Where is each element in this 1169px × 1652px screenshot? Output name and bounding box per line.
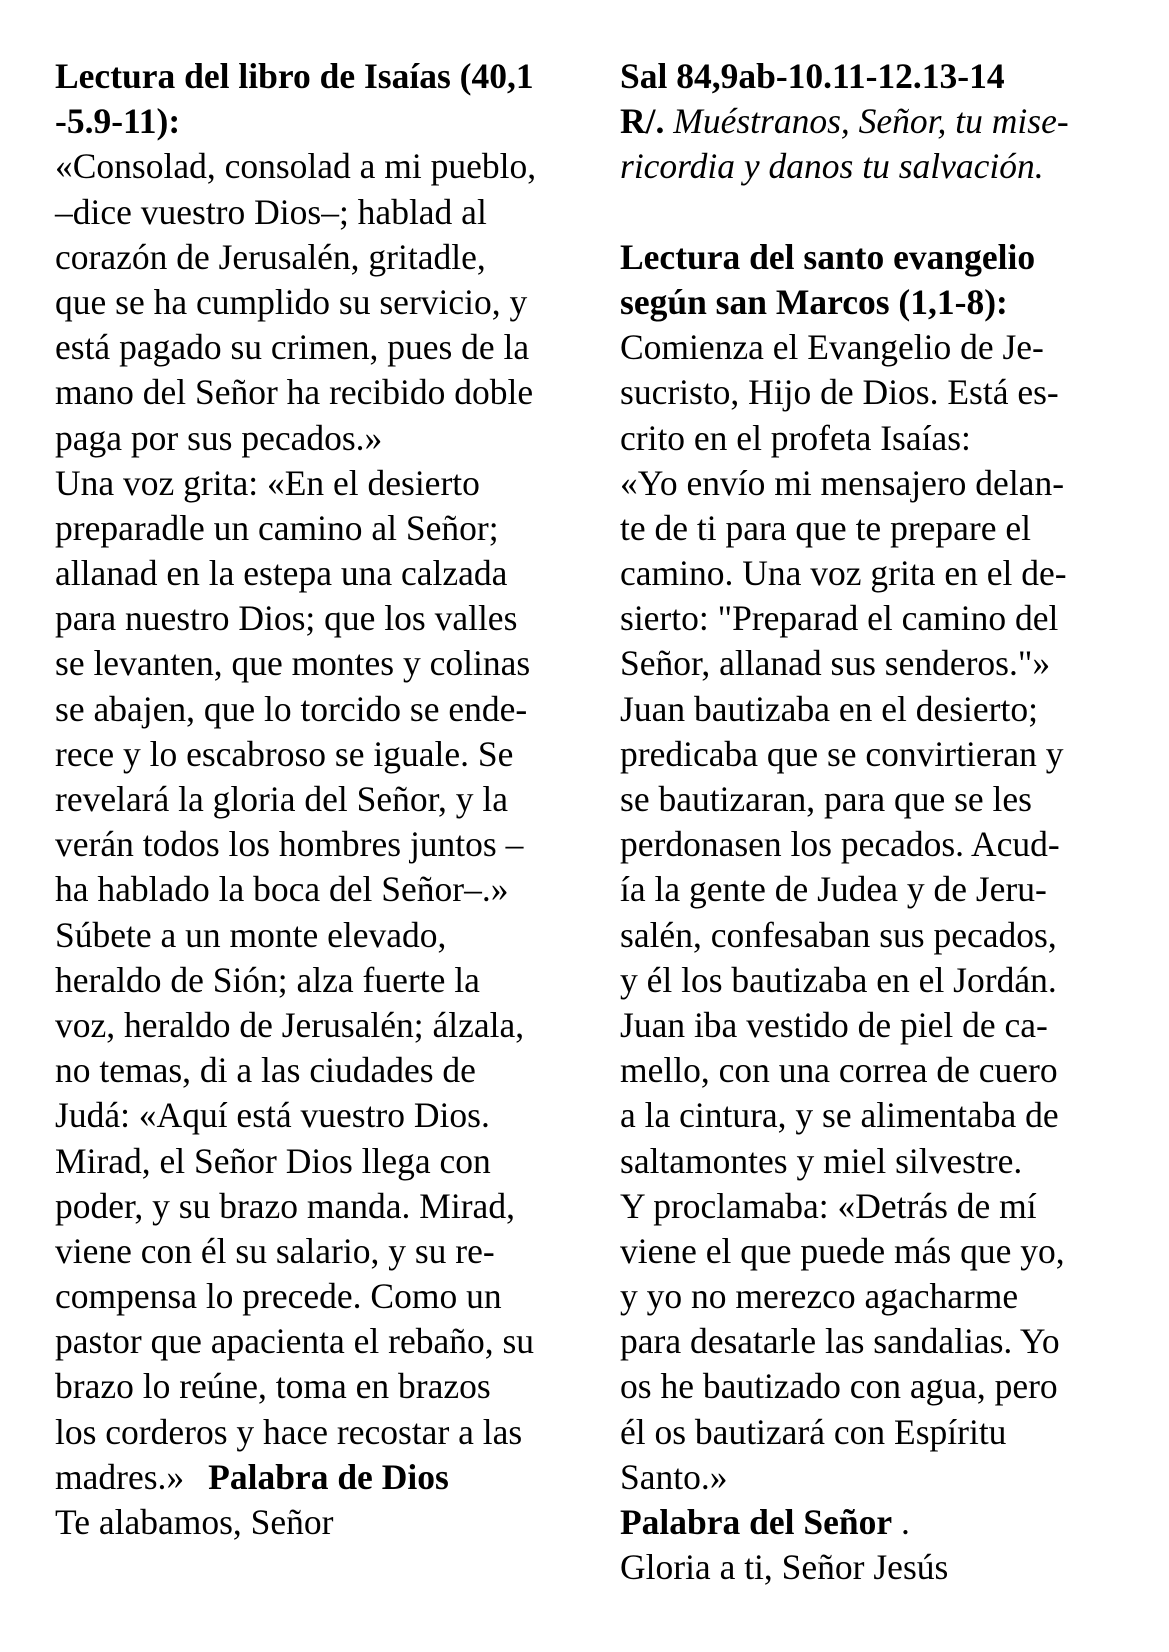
text-line: voz, heraldo de Jerusalén; álzala, (55, 1004, 525, 1045)
text-line: allanad en la estepa una calzada (55, 553, 508, 594)
isaiah-response: Te alabamos, Señor (55, 1502, 334, 1542)
closing-suffix: . (892, 1502, 910, 1542)
text-line: heraldo de Sión; alza fuerte la (55, 959, 480, 1000)
text-line: compensa lo precede. Como un (55, 1276, 502, 1317)
text-line: y yo no merezco agacharme (620, 1276, 1019, 1317)
text-line: Una voz grita: «En el desierto (55, 462, 480, 503)
text-line: a la cintura, y se alimentaba de (620, 1095, 1059, 1136)
text-line: mello, con una correa de cuero (620, 1050, 1058, 1091)
text-line: sierto: "Preparad el camino del (620, 598, 1059, 639)
isaiah-closing-line (55, 1455, 600, 1500)
text-line: revelará la gloria del Señor, y la (55, 779, 508, 819)
text-line: Súbete a un monte elevado, (55, 914, 447, 955)
palabra-de-dios: Palabra de Dios (208, 1456, 449, 1497)
text-line: sucristo, Hijo de Dios. Está es- (620, 372, 1059, 413)
text-line: se levanten, que montes y colinas (55, 643, 531, 684)
text-line: y él los bautizaba en el Jordán. (620, 959, 1057, 1000)
text-line: os he bautizado con agua, pero (620, 1366, 1058, 1407)
psalm-refrain-cont: ricordia y danos tu salvación. (620, 146, 1044, 187)
text-line: viene con él su salario, y su re- (55, 1230, 495, 1271)
heading-line: según san Marcos (1,1-8): (620, 281, 1008, 322)
refrain-marker: R/. (620, 101, 665, 142)
text-line: ha hablado la boca del Señor–.» (55, 869, 509, 910)
heading-line: Lectura del santo evangelio (620, 236, 1036, 277)
gospel-closing-line (620, 1500, 1130, 1545)
left-column (55, 54, 600, 1545)
text-line: salén, confesaban sus pecados, (620, 914, 1057, 955)
text-line: corazón de Jerusalén, gritadle, (55, 236, 486, 277)
text-line: él os bautizará con Espíritu (620, 1411, 1007, 1452)
text-line: «Consolad, consolad a mi pueblo, (55, 146, 537, 187)
psalm-reference: Sal 84,9ab-10.11-12.13-14 (620, 56, 1005, 96)
text-line: paga por sus pecados.» (55, 417, 383, 458)
text-line: no temas, di a las ciudades de (55, 1050, 476, 1091)
text-line: Juan bautizaba en el desierto; (620, 688, 1038, 729)
text-line: poder, y su brazo manda. Mirad, (55, 1185, 515, 1226)
text-line: Juan iba vestido de piel de ca- (620, 1004, 1048, 1045)
psalm-refrain (620, 99, 1130, 144)
text-line: verán todos los hombres juntos – (55, 824, 524, 865)
gospel-reading-heading (620, 235, 1130, 325)
text-line: está pagado su crimen, pues de la (55, 327, 530, 368)
text-line: para nuestro Dios; que los valles (55, 598, 518, 639)
last-line-text: madres.» (55, 1456, 185, 1497)
text-line: viene el que puede más que yo, (620, 1230, 1065, 1271)
text-line: crito en el profeta Isaías: (620, 417, 971, 458)
refrain-text: Muéstranos, Señor, tu mise- (673, 101, 1069, 142)
isaiah-reading-text (55, 144, 600, 1454)
text-line: pastor que apacienta el rebaño, su (55, 1321, 535, 1362)
text-line: perdonasen los pecados. Acud- (620, 824, 1060, 865)
text-line: preparadle un camino al Señor; (55, 507, 499, 548)
text-line: brazo lo reúne, toma en brazos (55, 1366, 491, 1407)
text-line: saltamontes y miel silvestre. (620, 1140, 1023, 1181)
text-line: Señor, allanad sus senderos."» (620, 643, 1051, 684)
heading-line: -5.9-11): (55, 101, 181, 142)
text-line: Santo.» (620, 1456, 728, 1497)
text-line: te de ti para que te prepare el (620, 507, 1031, 548)
palabra-del-senor: Palabra del Señor (620, 1502, 893, 1542)
text-line: –dice vuestro Dios–; hablad al (55, 191, 487, 232)
text-line: que se ha cumplido su servicio, y (55, 281, 528, 322)
text-line: predicaba que se convirtieran y (620, 733, 1064, 774)
text-line: «Yo envío mi mensajero delan- (620, 462, 1065, 503)
text-line: ía la gente de Judea y de Jeru- (620, 869, 1047, 910)
gospel-response: Gloria a ti, Señor Jesús (620, 1547, 949, 1588)
text-line: Y proclamaba: «Detrás de mí (620, 1185, 1037, 1226)
text-line: se abajen, que lo torcido se ende- (55, 688, 528, 729)
text-line: se bautizaran, para que se les (620, 779, 1032, 819)
isaiah-reading-heading (55, 54, 600, 144)
spacer (620, 190, 1130, 235)
text-line: rece y lo escabroso se iguale. Se (55, 733, 514, 774)
text-line: para desatarle las sandalias. Yo (620, 1321, 1060, 1362)
text-line: Mirad, el Señor Dios llega con (55, 1140, 491, 1181)
heading-line: Lectura del libro de Isaías (40,1 (55, 56, 534, 96)
text-line: mano del Señor ha recibido doble (55, 372, 534, 413)
gospel-reading-text (620, 325, 1130, 1500)
text-line: los corderos y hace recostar a las (55, 1411, 523, 1452)
text-line: camino. Una voz grita en el de- (620, 553, 1067, 594)
right-column (620, 54, 1130, 1590)
text-line: Judá: «Aquí está vuestro Dios. (55, 1095, 490, 1136)
text-line: Comienza el Evangelio de Je- (620, 327, 1044, 368)
